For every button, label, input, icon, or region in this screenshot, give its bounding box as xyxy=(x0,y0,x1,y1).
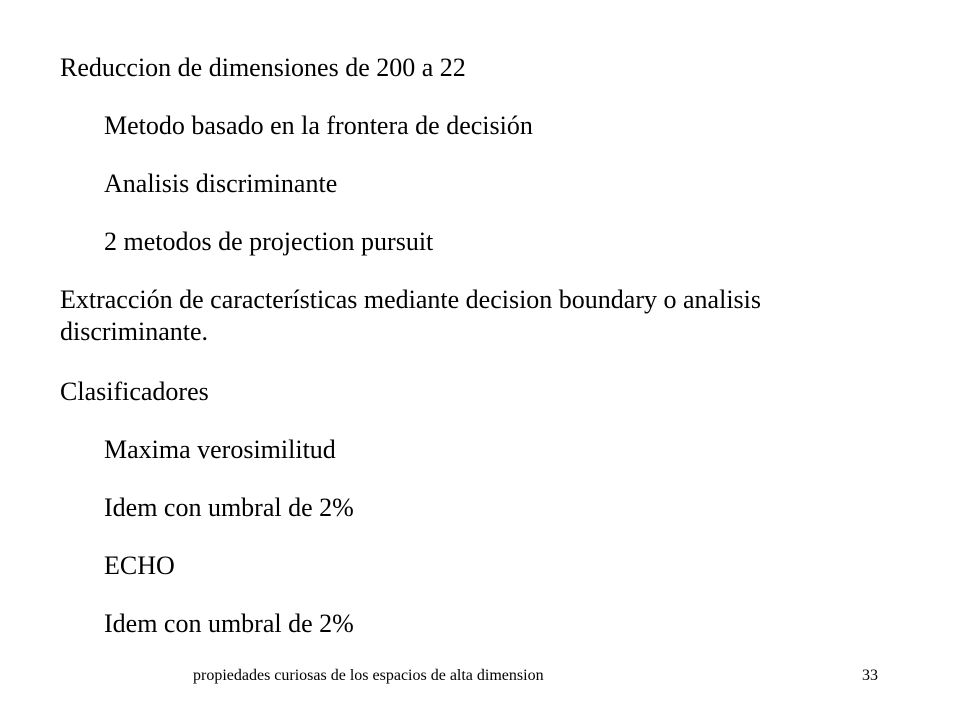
bullet-classifiers: Clasificadores xyxy=(60,377,209,406)
subitem-threshold-2-percent: Idem con umbral de 2% xyxy=(104,493,354,522)
bullet-dimension-reduction: Reduccion de dimensiones de 200 a 22 xyxy=(60,53,466,82)
subitem-discriminant-analysis: Analisis discriminante xyxy=(104,169,338,198)
footer-title: propiedades curiosas de los espacios de alta dimension xyxy=(193,667,544,684)
subitem-projection-pursuit: 2 metodos de projection pursuit xyxy=(104,227,434,256)
subitem-decision-boundary-method: Metodo basado en la frontera de decisión xyxy=(104,111,533,140)
page-number: 33 xyxy=(862,667,878,684)
subitem-maximum-likelihood: Maxima verosimilitud xyxy=(104,435,336,464)
bullet-feature-extraction: Extracción de características mediante decision boundary o analisis discriminante. xyxy=(60,285,761,346)
subitem-echo-threshold-2-percent: Idem con umbral de 2% xyxy=(104,609,354,638)
subitem-echo: ECHO xyxy=(104,551,175,580)
